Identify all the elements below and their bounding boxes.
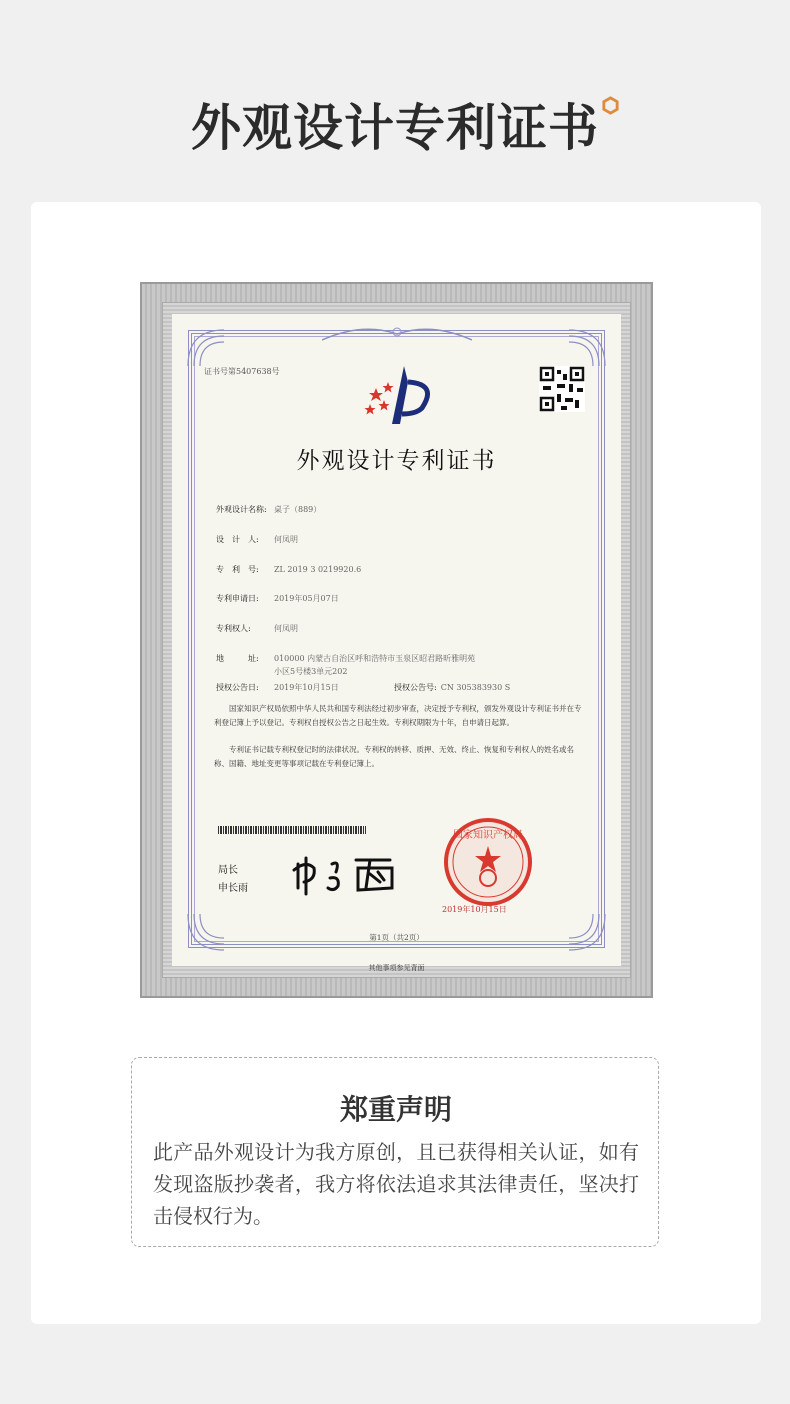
field-application-date	[216, 593, 339, 604]
field-patentee	[216, 623, 298, 634]
field-value: 何凤明	[274, 624, 298, 633]
qr-code-icon	[539, 366, 585, 412]
director-block	[218, 862, 248, 898]
seal-date: 2019年10月15日	[442, 905, 507, 914]
certificate-footer-note: 其他事项参见背面	[368, 964, 425, 972]
hexagon-icon	[601, 96, 620, 115]
notice-title: 郑重声明	[339, 1093, 452, 1126]
field-value: 何凤明	[274, 535, 298, 544]
field-grant-number	[394, 682, 510, 693]
page-number: 第1页（共2页）	[369, 933, 424, 942]
director-title: 局长	[218, 865, 238, 876]
field-grant-date	[216, 682, 339, 693]
barcode	[218, 826, 366, 834]
certificate-frame	[140, 282, 653, 998]
corner-ornament-icon	[565, 326, 609, 370]
certificate-paper	[172, 314, 621, 972]
notice-body: 此产品外观设计为我方原创，且已获得相关认证，如有发现盗版抄袭者，我方将依法追求其法律责任，坚决打击侵权行为。	[153, 1140, 639, 1228]
seal-text: 国家知识产权局	[453, 830, 523, 841]
field-value: 桌子（889）	[274, 505, 322, 514]
field-label: 专利权人:	[216, 624, 251, 633]
field-design-name	[216, 504, 321, 515]
field-patent-number	[216, 564, 361, 575]
field-value: ZL 2019 3 0219920.6	[274, 565, 362, 574]
field-label: 授权公告号:	[394, 683, 437, 692]
certificate-title: 外观设计专利证书	[296, 448, 497, 474]
notice-box	[131, 1057, 659, 1247]
field-designer	[216, 534, 298, 545]
certificate-number: 证书号第5407638号	[204, 367, 280, 376]
official-seal-icon	[442, 816, 534, 908]
corner-ornament-icon	[184, 326, 228, 370]
field-address	[216, 653, 475, 664]
certificate-paragraph-1: 国家知识产权局依照中华人民共和国专利法经过初步审查，决定授予专利权，颁发外观设计专利证书并在专利登记簿上予以登记。专利权自授权公告之日起生效。专利权期限为十年，自申请日起算。	[214, 704, 582, 727]
field-label: 设 计 人:	[216, 535, 259, 544]
field-label: 外观设计名称:	[216, 505, 267, 514]
page-title: 外观设计专利证书	[191, 99, 599, 157]
field-label: 地 址:	[216, 654, 259, 663]
field-value: 2019年10月15日	[274, 683, 339, 692]
certificate-paragraph-2: 专利证书记载专利权登记时的法律状况。专利权的转移、质押、无效、终止、恢复和专利权人的姓名或名称、国籍、地址变更等事项记载在专利登记簿上。	[214, 745, 574, 768]
field-address-line-2: 小区5号楼3单元202	[274, 667, 348, 676]
field-value: 010000 内蒙古自治区呼和浩特市玉泉区昭君路昕雅明苑	[274, 654, 476, 663]
field-label: 专利申请日:	[216, 594, 259, 603]
field-label: 专 利 号:	[216, 565, 259, 574]
field-label: 授权公告日:	[216, 683, 259, 692]
field-value: CN 305383930 S	[440, 683, 511, 692]
director-name: 申长雨	[218, 883, 248, 894]
field-value: 2019年05月07日	[274, 594, 339, 603]
signature-icon	[292, 850, 402, 896]
top-ornament-icon	[322, 322, 472, 344]
patent-office-emblem-icon	[362, 362, 440, 428]
